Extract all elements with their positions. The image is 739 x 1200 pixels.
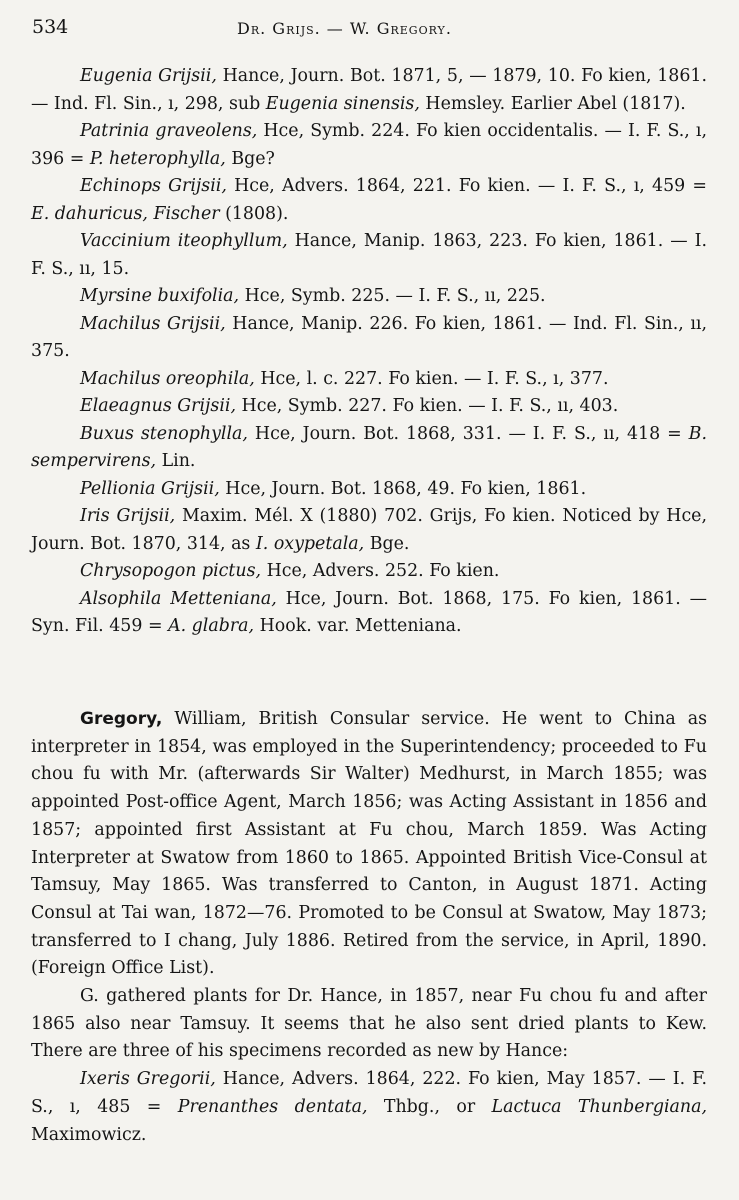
plant-species-name: Echinops Grijsii, (80, 176, 227, 196)
species-text: Hance, Advers. 1864, 222. Fo kien, May 1857. — I. F. S., ı, 485 = (31, 1069, 707, 1117)
plant-species-name: Alsophila Metteniana, (80, 588, 277, 609)
bio-paragraph (31, 706, 707, 983)
plant-entry (31, 118, 707, 173)
plant-synonym: Eugenia sinensis, (265, 93, 420, 114)
plant-synonym: I. oxypetala, (255, 533, 365, 554)
plant-species-name: Buxus stenophylla, (80, 423, 248, 444)
plant-citation: Hance, Journ. Bot. 1871, 5, — 1879, 10. Fo kien, 1861. — Ind. Fl. Sin., ı, 298, sub (31, 66, 707, 114)
plant-citation: Hance, Manip. 226. Fo kien, 1861. — Ind. Fl. Sin., ıı, 375. (31, 313, 707, 361)
plant-synonym: P. heterophylla, (89, 148, 226, 169)
synonym-name-2: Lactuca Thunbergiana, (491, 1096, 707, 1117)
page-number: 534 (32, 16, 69, 38)
plant-species-name: Myrsine buxifolia, (80, 286, 240, 306)
plant-citation-tail: Lin. (156, 451, 196, 471)
plant-synonym: E. dahuricus, Fischer (31, 203, 220, 224)
plant-entry (31, 421, 707, 476)
plant-citation-tail: (1808). (219, 203, 289, 224)
plant-citation-tail: Hemsley. Earlier Abel (1817). (419, 93, 686, 114)
plant-entry (31, 558, 707, 586)
plant-species-name: Vaccinium iteophyllum, (80, 231, 288, 251)
plant-citation: Hce, l. c. 227. Fo kien. — I. F. S., ı, 377. (254, 368, 609, 389)
plant-citation: Hce, Symb. 227. Fo kien. — I. F. S., ıı, 403. (236, 396, 619, 416)
plant-species-name: Pellionia Grijsii, (80, 478, 220, 499)
species-paragraph (31, 1066, 707, 1149)
plant-entry (31, 586, 707, 641)
plant-citation: Hce, Journ. Bot. 1868, 49. Fo kien, 1861. (219, 478, 587, 499)
plant-entry (31, 503, 707, 558)
species-name: Ixeris Gregorii, (80, 1069, 216, 1090)
plant-species-name: Machilus Grijsii, (80, 313, 226, 334)
bio-text: William, British Consular service. He went to China as interpreter in 1854, was employed in the Superintendency; proceeded to Fu chou fu with Mr. (afterwards Sir Walter) Medhurst, in March 1855; was appointed Post-office Agent, March 1856; was Acting Assistant in 1856 and 1857; appointed first Assistant at Fu chou, March 1859. Was Acting Interpreter at Swatow from 1860 to 1865. Appointed British Vice-Consul at Tamsuy, May 1865. Was transferred to Canton, in August 1871. Acting Consul at Tai wan, 1872—76. Promoted to be Consul at Swatow, May 1873; transferred to I chang, July 1886. Retired from the service, in April, 1890. (Foreign Office List). (31, 709, 707, 979)
plant-citation: Hce, Symb. 225. — I. F. S., ıı, 225. (239, 286, 546, 306)
plant-citation: Maxim. Mél. X (1880) 702. Grijs, Fo kien. Noticed by Hce, Journ. Bot. 1870, 314, as (31, 506, 707, 554)
collection-paragraph: G. gathered plants for Dr. Hance, in 1857, near Fu chou fu and after 1865 also near Tamsuy. It seems that he also sent dried plants to Kew. There are three of his specimens recorded as new by Hance: (31, 986, 707, 1062)
synonym-name: Prenanthes dentata, (177, 1096, 368, 1117)
plant-synonym: B. sempervirens, (31, 423, 707, 471)
plant-species-name: Eugenia Grijsii, (80, 66, 217, 86)
plant-entry (31, 228, 707, 283)
plant-species-name: Iris Grijsii, (80, 506, 176, 526)
plant-citation: Hance, Manip. 1863, 223. Fo kien, 1861. — I. F. S., ıı, 15. (31, 231, 707, 279)
bio-surname: Gregory, (80, 709, 163, 729)
plant-citation-tail: Hook. var. Metteniana. (254, 616, 462, 636)
plant-citation: Hce, Advers. 252. Fo kien. (261, 561, 500, 581)
plant-species-name: Chrysopogon pictus, (80, 561, 262, 581)
plant-citation-tail: Bge. (364, 533, 410, 554)
plant-citation: Hce, Journ. Bot. 1868, 175. Fo kien, 1861. — Syn. Fil. 459 = (31, 588, 707, 636)
running-head: Dr. Grijs. — W. Gregory. (237, 19, 452, 38)
plant-entry (31, 476, 707, 504)
plant-entry (31, 283, 707, 311)
page-header (32, 16, 712, 42)
gregory-biography (31, 706, 707, 1149)
plant-species-name: Patrinia graveolens, (80, 121, 258, 141)
species-text-2: Thbg., or (367, 1096, 492, 1117)
plant-entry (31, 366, 707, 394)
plant-entry (31, 173, 707, 228)
species-text-3: Maximowicz. (31, 1124, 147, 1145)
plant-synonym: A. glabra, (168, 616, 255, 636)
plant-citation-tail: Bge? (225, 148, 275, 169)
plant-citation: Hce, Advers. 1864, 221. Fo kien. — I. F. S., ı, 459 = (226, 176, 707, 196)
plant-entry (31, 311, 707, 366)
plant-species-name: Elaeagnus Grijsii, (80, 396, 237, 416)
plant-list (31, 63, 707, 641)
plant-entry (31, 393, 707, 421)
plant-citation: Hce, Journ. Bot. 1868, 331. — I. F. S., ıı, 418 = (247, 423, 689, 444)
plant-species-name: Machilus oreophila, (80, 368, 255, 389)
plant-citation: Hce, Symb. 224. Fo kien occidentalis. — I. F. S., ı, 396 = (31, 121, 707, 169)
plant-entry (31, 63, 707, 118)
